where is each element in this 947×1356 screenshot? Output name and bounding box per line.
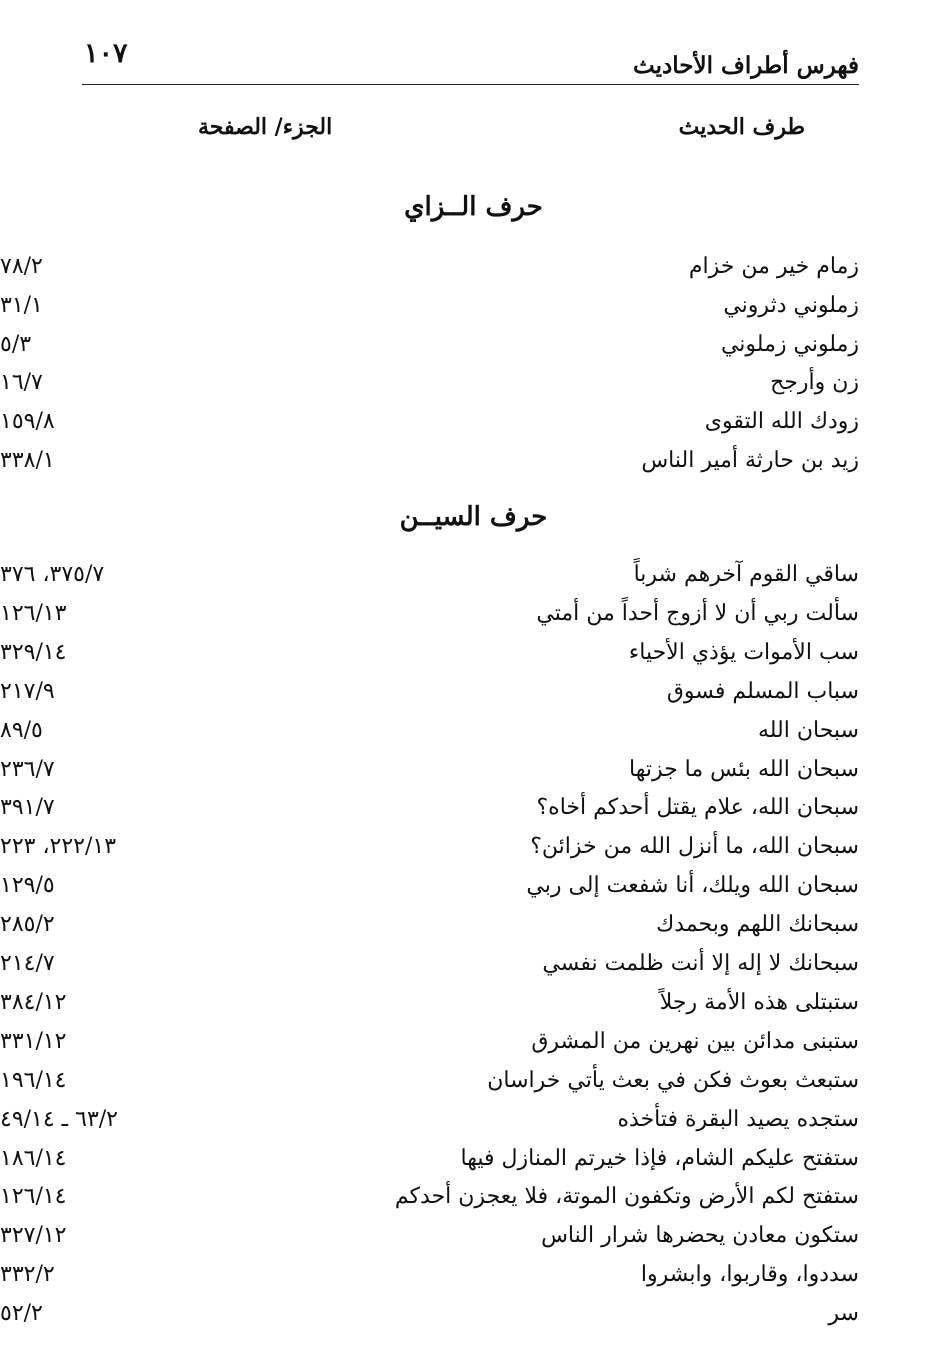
hadith-text: زن وأرجح bbox=[770, 370, 859, 396]
hadith-text: ستبعث بعوث فكن في بعث يأتي خراسان bbox=[487, 1067, 859, 1093]
volume-page-ref: ١٢٩/٥ bbox=[0, 873, 55, 899]
section-heading: حرف الــزاي bbox=[404, 192, 543, 222]
volume-page-ref: ٣٢٩/١٤ bbox=[0, 639, 67, 665]
volume-page-ref: ٢١٧/٩ bbox=[0, 678, 55, 704]
volume-page-ref: ٥٢/٢ bbox=[0, 1301, 43, 1327]
hadith-text: سألت ربي أن لا أزوج أحداً من أمتي bbox=[536, 600, 859, 626]
index-entry bbox=[0, 873, 947, 909]
volume-page-ref: ٢٣٦/٧ bbox=[0, 756, 55, 782]
hadith-text: ستبتلى هذه الأمة رجلاً bbox=[659, 989, 859, 1015]
index-entry bbox=[0, 1029, 947, 1065]
volume-page-ref: ٨٩/٥ bbox=[0, 717, 43, 743]
hadith-text: سددوا، وقاربوا، وابشروا bbox=[640, 1262, 859, 1288]
hadith-text: سبحانك اللهم وبحمدك bbox=[656, 912, 859, 938]
hadith-text: سبحان الله، ما أنزل الله من خزائن؟ bbox=[530, 834, 859, 860]
hadith-text: سباب المسلم فسوق bbox=[666, 678, 859, 704]
volume-page-ref: ١٦/٧ bbox=[0, 370, 43, 396]
index-entry bbox=[0, 679, 947, 715]
hadith-text: سبحان الله بئس ما جزتها bbox=[628, 756, 859, 782]
hadith-text: ساقي القوم آخرهم شرباً bbox=[633, 562, 859, 587]
hadith-text: زملوني دثروني bbox=[723, 292, 859, 318]
volume-page-ref: ١٢٦/١٤ bbox=[0, 1184, 67, 1210]
volume-page-ref: ٢٨٥/٢ bbox=[0, 912, 55, 938]
index-entry bbox=[0, 370, 947, 406]
header-rule bbox=[82, 84, 859, 85]
volume-page-ref: ١٢٦/١٣ bbox=[0, 600, 67, 626]
hadith-text: سبحان الله ويلك، أنا شفعت إلى ربي bbox=[526, 873, 859, 899]
hadith-text: زودك الله التقوى bbox=[704, 409, 859, 435]
volume-page-ref: ١٨٦/١٤ bbox=[0, 1145, 67, 1171]
hadith-text: سبحان الله، علام يقتل أحدكم أخاه؟ bbox=[536, 795, 859, 821]
hadith-text: زملوني زملوني bbox=[720, 331, 859, 357]
hadith-text: سبحانك لا إله إلا أنت ظلمت نفسي bbox=[542, 951, 859, 976]
index-entry bbox=[0, 951, 947, 987]
volume-page-ref: ٦٣/٢ ـ ٤٩/١٤ bbox=[0, 1106, 118, 1132]
volume-page-ref: ٥/٣ bbox=[0, 331, 32, 357]
index-entry bbox=[0, 1223, 947, 1259]
volume-page-ref: ٣٣٢/٢ bbox=[0, 1262, 55, 1288]
volume-page-ref: ١٥٩/٨ bbox=[0, 409, 55, 435]
hadith-text: سب الأموات يؤذي الأحياء bbox=[628, 639, 859, 665]
volume-page-ref: ٣٣٨/١ bbox=[0, 448, 55, 473]
page-number: ١٠٧ bbox=[84, 38, 128, 69]
hadith-text: ستفتح لكم الأرض وتكفون الموتة، فلا يعجزن أحدكم bbox=[394, 1184, 859, 1210]
index-entry bbox=[0, 834, 947, 870]
index-entry bbox=[0, 1301, 947, 1337]
volume-page-ref: ٧٨/٢ bbox=[0, 254, 43, 279]
running-title: فهرس أطراف الأحاديث bbox=[633, 52, 859, 79]
index-entry bbox=[0, 640, 947, 676]
section-heading: حرف السيــن bbox=[399, 502, 548, 532]
volume-page-ref: ١٩٦/١٤ bbox=[0, 1067, 67, 1093]
volume-page-ref: ٣٣١/١٢ bbox=[0, 1028, 67, 1054]
volume-page-ref: ٣٨٤/١٢ bbox=[0, 989, 67, 1015]
hadith-text: زيد بن حارثة أمير الناس bbox=[641, 448, 859, 473]
volume-page-ref: ٣٧٥/٧، ٣٧٦ bbox=[0, 562, 105, 587]
index-entry bbox=[0, 990, 947, 1026]
hadith-text: سبحان الله bbox=[757, 717, 859, 743]
index-entry bbox=[0, 912, 947, 948]
index-entry bbox=[0, 448, 947, 484]
index-entry bbox=[0, 757, 947, 793]
index-entry bbox=[0, 293, 947, 329]
index-entry bbox=[0, 409, 947, 445]
hadith-text: ستفتح عليكم الشام، فإذا خيرتم المنازل فيها bbox=[460, 1145, 859, 1171]
volume-page-ref: ٢١٤/٧ bbox=[0, 951, 55, 976]
index-entry bbox=[0, 332, 947, 368]
index-entry bbox=[0, 1068, 947, 1104]
column-header-hadith: طرف الحديث bbox=[678, 114, 805, 140]
hadith-text: زمام خير من خزام bbox=[688, 254, 859, 279]
index-entry bbox=[0, 601, 947, 637]
hadith-text: ستجده يصيد البقرة فتأخذه bbox=[617, 1106, 859, 1132]
index-entry bbox=[0, 795, 947, 831]
index-entry bbox=[0, 1107, 947, 1143]
hadith-text: ستبنى مدائن بين نهرين من المشرق bbox=[531, 1028, 859, 1054]
index-entry bbox=[0, 254, 947, 290]
index-entry bbox=[0, 1184, 947, 1220]
index-entry bbox=[0, 1262, 947, 1298]
hadith-text: ستكون معادن يحضرها شرار الناس bbox=[541, 1223, 859, 1249]
index-entry bbox=[0, 562, 947, 598]
volume-page-ref: ٢٢٢/١٣، ٢٢٣ bbox=[0, 834, 117, 860]
index-entry bbox=[0, 718, 947, 754]
hadith-text: سر bbox=[828, 1301, 859, 1327]
volume-page-ref: ٣٢٧/١٢ bbox=[0, 1223, 67, 1249]
index-entry bbox=[0, 1146, 947, 1182]
volume-page-ref: ٣١/١ bbox=[0, 292, 43, 318]
volume-page-ref: ٣٩١/٧ bbox=[0, 795, 55, 821]
column-header-volume-page: الجزء/ الصفحة bbox=[198, 114, 333, 140]
